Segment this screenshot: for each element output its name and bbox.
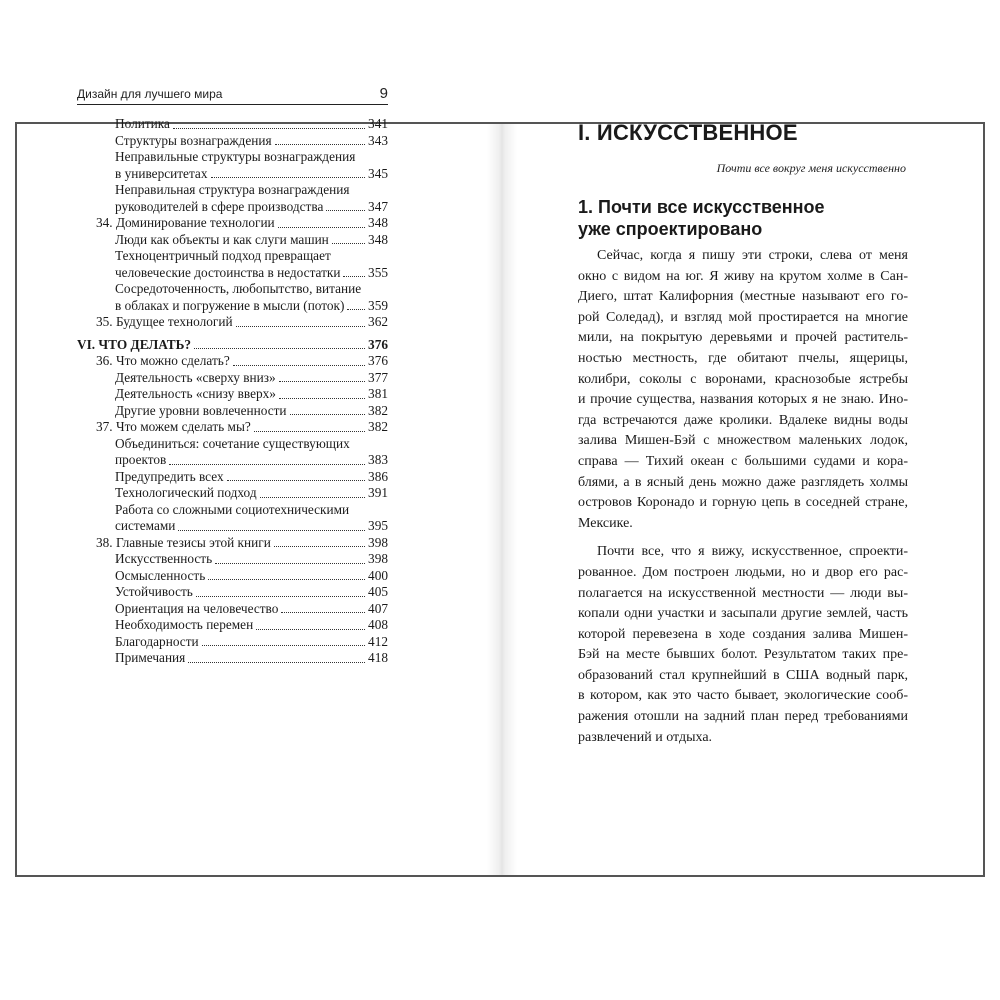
toc-entry[interactable] [77,584,388,601]
toc-entry-title: Ориентация на человечество [115,600,279,616]
toc-page-number: 348 [368,215,388,230]
toc-page-number: 398 [368,534,388,550]
body-line: окно с видом на юг. Я живу на крутом холме в Сан- [578,268,908,284]
toc-entry[interactable] [77,166,388,183]
toc-leader [290,414,366,415]
running-head [77,84,388,105]
toc-entry-title: Искусственность [115,551,213,566]
body-line: Почти все, что я вижу, искусственное, спроекти- [597,544,908,560]
toc-entry-title: Необходимость перемен [115,617,254,632]
body-line: образований стал крупнейший в США водный парк, [578,667,908,683]
body-line: мили, на покрытую деревьями и прочей раститель- [578,330,908,346]
section-title-line: уже спроектировано [578,219,763,239]
body-line: полагается на искусственной местности — люди вы- [578,585,908,601]
toc-entry-title: Другие уровни вовлеченности [115,402,287,418]
table-of-contents [77,116,388,667]
body-line: в котором, как это часто бывает, экологические сооб- [578,688,908,704]
toc-leader [202,645,365,646]
toc-entry[interactable] [77,469,388,486]
toc-leader [275,144,365,145]
toc-page-number: 362 [368,314,388,329]
body-line: которой перевезена в ходе создания залива Мишен- [578,626,908,642]
toc-entry-title: Политика [115,116,170,131]
body-line: блями, а в ясный день можно даже разглядеть холмы [578,474,908,490]
toc-page-number: 382 [368,419,388,434]
toc-entry-title: человеческие достоинства в недостатки [115,264,341,280]
running-head-title: Дизайн для лучшего мира [77,87,223,101]
toc-entry-title: Деятельность «сверху вниз» [115,369,276,385]
toc-entry-title: Структуры вознаграждения [115,132,272,148]
toc-leader [260,497,365,498]
toc-page-number: 405 [368,584,388,599]
toc-entry-title: 38. Главные тезисы этой книги [96,534,271,550]
body-line: развлечений и отдыха. [578,729,713,745]
body-line: рой Соледад), и взгляд мой простирается на многие [578,309,908,325]
toc-page-number: 347 [368,198,388,214]
body-line: Бэй на месте бывших болот. Результатом таких пре- [578,647,908,663]
toc-leader [326,210,365,211]
toc-entry-title: 37. Что можем сделать мы? [96,419,251,434]
toc-page-number: 382 [368,402,388,418]
body-line: залива Мишен-Бэй с множеством маленьких лодок, [578,433,908,449]
toc-page-number: 395 [368,518,388,533]
toc-page-number: 377 [368,369,388,385]
toc-leader [279,398,365,399]
toc-entry-title: в облаках и погружение в мысли (поток) [115,297,345,313]
toc-entry[interactable] [77,232,388,249]
toc-leader [254,431,365,432]
toc-entry-line: Техноцентричный подход превращает [115,248,331,263]
toc-entry-title: 36. Что можно сделать? [96,353,230,368]
toc-leader [215,563,365,564]
toc-entry[interactable] [77,215,388,232]
page-number: 9 [379,85,388,102]
toc-entry-title: VI. ЧТО ДЕЛАТЬ? [77,336,192,352]
toc-page-number: 355 [368,264,388,280]
toc-entry-title: Примечания [115,650,186,665]
toc-leader [211,177,366,178]
toc-entry-line: Неправильная структура вознаграждения [115,182,350,197]
body-line: рованное. Дом построен людьми, но и двор его рас- [578,564,908,580]
toc-entry[interactable] [77,403,388,420]
toc-leader [343,276,365,277]
toc-page-number: 412 [368,633,388,649]
toc-section[interactable] [77,337,388,354]
toc-leader [188,662,365,663]
toc-entry-title: 34. Доминирование технологии [96,215,275,230]
toc-leader [173,128,365,129]
toc-page-number: 341 [368,116,388,131]
toc-entry-title: проектов [115,452,167,467]
toc-entry[interactable] [77,116,388,133]
toc-page-number: 345 [368,165,388,181]
toc-entry[interactable] [77,518,388,535]
toc-page-number: 398 [368,551,388,566]
body-line: копали одни участки и засыпали другие землей, часть [578,606,908,622]
toc-entry-title: руководителей в сфере производства [115,198,324,214]
toc-page-number: 343 [368,132,388,148]
toc-entry-title: 35. Будущее технологий [96,314,233,329]
toc-page-number: 391 [368,485,388,500]
toc-page-number: 348 [368,231,388,247]
body-line: островов Коронадо и горную цепь в соседней стране, [578,495,908,511]
toc-leader [256,629,365,630]
toc-entry[interactable] [77,650,388,667]
toc-leader [279,381,365,382]
book-fold [487,124,517,875]
toc-entry[interactable] [77,133,388,150]
toc-entry-title: Благодарности [115,633,199,649]
paragraph-gap [578,534,908,542]
toc-entry[interactable] [77,551,388,568]
toc-leader [208,579,365,580]
body-text [578,246,908,748]
toc-entry-line: Неправильные структуры вознаграждения [115,149,356,164]
toc-page-number: 418 [368,650,388,665]
toc-entry-title: Осмысленность [115,567,206,583]
toc-leader [278,227,365,228]
toc-leader [274,546,365,547]
toc-entry[interactable] [77,314,388,331]
toc-entry[interactable] [77,370,388,387]
toc-entry-title: системами [115,518,176,533]
toc-leader [227,480,365,481]
body-line: Мексике. [578,515,633,531]
toc-entry[interactable] [77,199,388,216]
epigraph: Почти все вокруг меня искусственно [716,161,906,175]
toc-leader [196,596,365,597]
toc-page-number: 400 [368,567,388,583]
toc-leader [194,348,365,349]
toc-entry[interactable] [77,535,388,552]
toc-leader [347,309,365,310]
toc-entry-line: Сосредоточенность, любопытство, витание [115,281,362,296]
toc-entry[interactable] [77,353,388,370]
body-line: ражения отошли на задний план перед требованиями [578,709,908,725]
toc-entry-line: Объединиться: сочетание существующих [115,435,350,451]
body-line: колибри, соколы с воронами, краснозобые ястребы [578,371,908,387]
chapter-title: I. ИСКУССТВЕННОЕ [578,120,798,145]
toc-page-number: 407 [368,600,388,616]
toc-leader [178,530,365,531]
toc-leader [281,612,365,613]
toc-page-number: 408 [368,617,388,632]
toc-entry-title: Деятельность «снизу вверх» [115,386,276,401]
body-line: Сейчас, когда я пишу эти строки, слева от меня [597,248,908,263]
body-line: ностью местность, где обитают пчелы, ящерицы, [578,350,908,366]
toc-leader [233,365,365,366]
toc-entry[interactable] [77,419,388,436]
toc-leader [236,326,365,327]
toc-entry[interactable] [77,386,388,403]
toc-entry-title: в университетах [115,165,208,181]
body-line: Диего, штат Калифорния (местные называют его го- [578,289,908,305]
toc-page-number: 376 [368,353,388,368]
toc-entry[interactable] [77,568,388,585]
toc-page-number: 383 [368,452,388,467]
section-title [578,196,908,240]
toc-entry[interactable] [77,452,388,469]
toc-entry-title: Люди как объекты и как слуги машин [115,231,329,247]
toc-entry[interactable] [77,485,388,502]
toc-entry[interactable] [77,634,388,651]
section-title-line: 1. Почти все искусственное [578,197,825,217]
toc-page-number: 376 [368,336,388,352]
toc-page-number: 359 [368,297,388,313]
toc-entry-line: Работа со сложными социотехническими [115,501,350,517]
toc-leader [332,243,365,244]
body-line: и прочие существа, названия которых я не знаю. Ино- [578,392,908,408]
toc-entry-title: Предупредить всех [115,468,224,484]
body-line: гда встречаются даже кролики. Вдалеке видны воды [578,412,908,428]
toc-entry[interactable] [77,265,388,282]
toc-page-number: 381 [368,386,388,401]
toc-page-number: 386 [368,468,388,484]
toc-entry[interactable] [77,601,388,618]
body-line: справа — Тихий океан с большими судами и кора- [578,453,908,469]
toc-entry[interactable] [77,298,388,315]
toc-entry-title: Устойчивость [115,584,193,599]
toc-leader [169,464,365,465]
toc-entry-title: Технологический подход [115,485,257,500]
toc-entry[interactable] [77,617,388,634]
